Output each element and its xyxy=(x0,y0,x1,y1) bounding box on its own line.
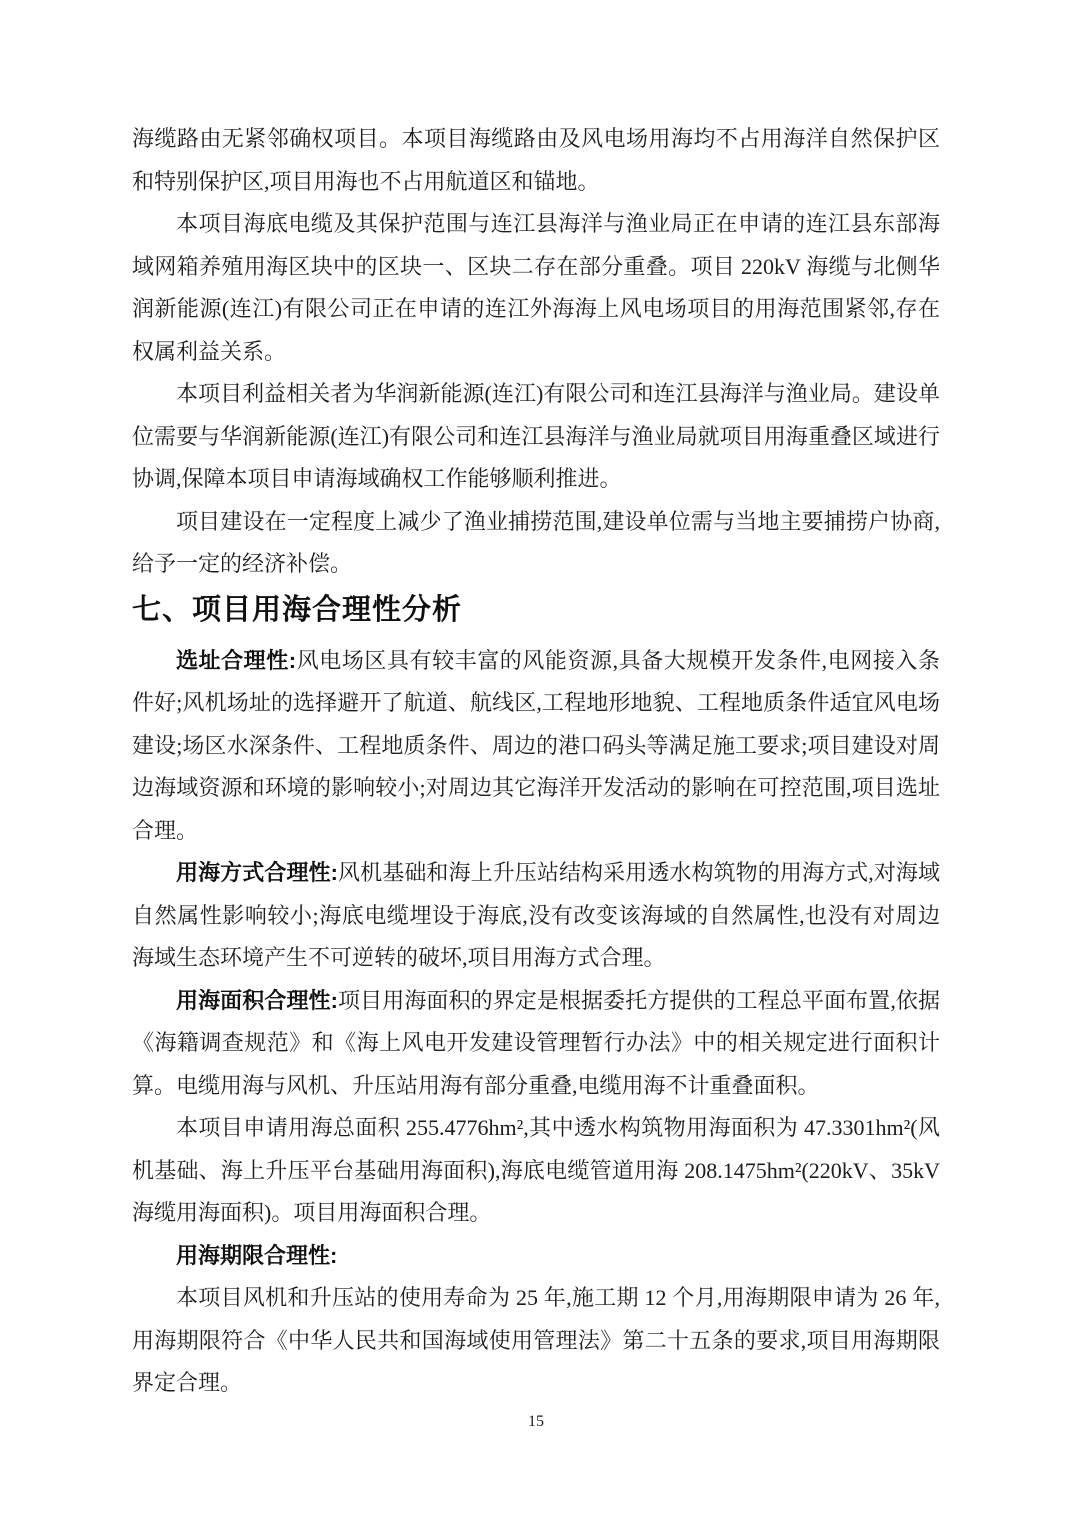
paragraph xyxy=(132,203,940,373)
paragraph-text: 本项目风机和升压站的使用寿命为 25 年,施工期 12 个月,用海期限申请为 26 年,用海期限符合《中华人民共和国海域使用管理法》第二十五条的要求,项目用海期限界定合理。 xyxy=(132,1285,940,1395)
paragraph xyxy=(132,501,940,586)
paragraph xyxy=(132,1235,940,1278)
paragraph-text: 风电场区具有较丰富的风能资源,具备大规模开发条件,电网接入条件好;风机场址的选择避开了航道、航线区,工程地形地貌、工程地质条件适宜风电场建设;场区水深条件、工程地质条件、周边的港口码头等满足施工要求;项目建设对周边海域资源和环境的影响较小;对周边其它海洋开发活动的影响在可控范围,项目选址合理。 xyxy=(132,647,940,843)
paragraph-text: 海缆路由无紧邻确权项目。本项目海缆路由及风电场用海均不占用海洋自然保护区和特别保护区,项目用海也不占用航道区和锚地。 xyxy=(132,126,940,194)
paragraph-text: 项目用海面积的界定是根据委托方提供的工程总平面布置,依据《海籍调查规范》和《海上风电开发建设管理暂行办法》中的相关规定进行面积计算。电缆用海与风机、升压站用海有部分重叠,电缆用海不计重叠面积。 xyxy=(132,987,940,1098)
paragraph-text: 项目建设在一定程度上减少了渔业捕捞范围,建设单位需与当地主要捕捞户协商,给予一定的经济补偿。 xyxy=(132,508,940,576)
paragraph-lead: 用海期限合理性: xyxy=(176,1242,338,1268)
paragraph xyxy=(132,640,940,853)
paragraph-lead: 用海面积合理性: xyxy=(176,987,338,1013)
paragraph-lead: 选址合理性: xyxy=(176,647,297,673)
paragraph-text: 风机基础和海上升压站结构采用透水构筑物的用海方式,对海域自然属性影响较小;海底电缆埋设于海底,没有改变该海域的自然属性,也没有对周边海域生态环境产生不可逆转的破坏,项目用海方式合理。 xyxy=(132,860,940,970)
paragraph xyxy=(132,118,940,203)
paragraph-text: 本项目申请用海总面积 255.4776hm²,其中透水构筑物用海面积为 47.3301hm²(风机基础、海上升压平台基础用海面积),海底电缆管道用海 208.1475hm²(220kV、35kV海缆用海面积)。项目用海面积合理。 xyxy=(132,1115,940,1225)
paragraph xyxy=(132,1107,940,1235)
paragraph xyxy=(132,373,940,501)
page-number: 15 xyxy=(528,1413,544,1430)
paragraph xyxy=(132,980,940,1108)
section-heading: 七、项目用海合理性分析 xyxy=(132,593,463,626)
paragraph xyxy=(132,1277,940,1405)
paragraph-text: 本项目海底电缆及其保护范围与连江县海洋与渔业局正在申请的连江县东部海域网箱养殖用海区块中的区块一、区块二存在部分重叠。项目 220kV 海缆与北侧华润新能源(连江)有限公司正在申请的连江外海海上风电场项目的用海范围紧邻,存在权属利益关系。 xyxy=(132,211,940,364)
paragraph-lead: 用海方式合理性: xyxy=(176,860,338,885)
paragraph-text: 本项目利益相关者为华润新能源(连江)有限公司和连江县海洋与渔业局。建设单位需要与华润新能源(连江)有限公司和连江县海洋与渔业局就项目用海重叠区域进行协调,保障本项目申请海域确权工作能够顺利推进。 xyxy=(132,381,940,491)
paragraph xyxy=(132,852,940,980)
